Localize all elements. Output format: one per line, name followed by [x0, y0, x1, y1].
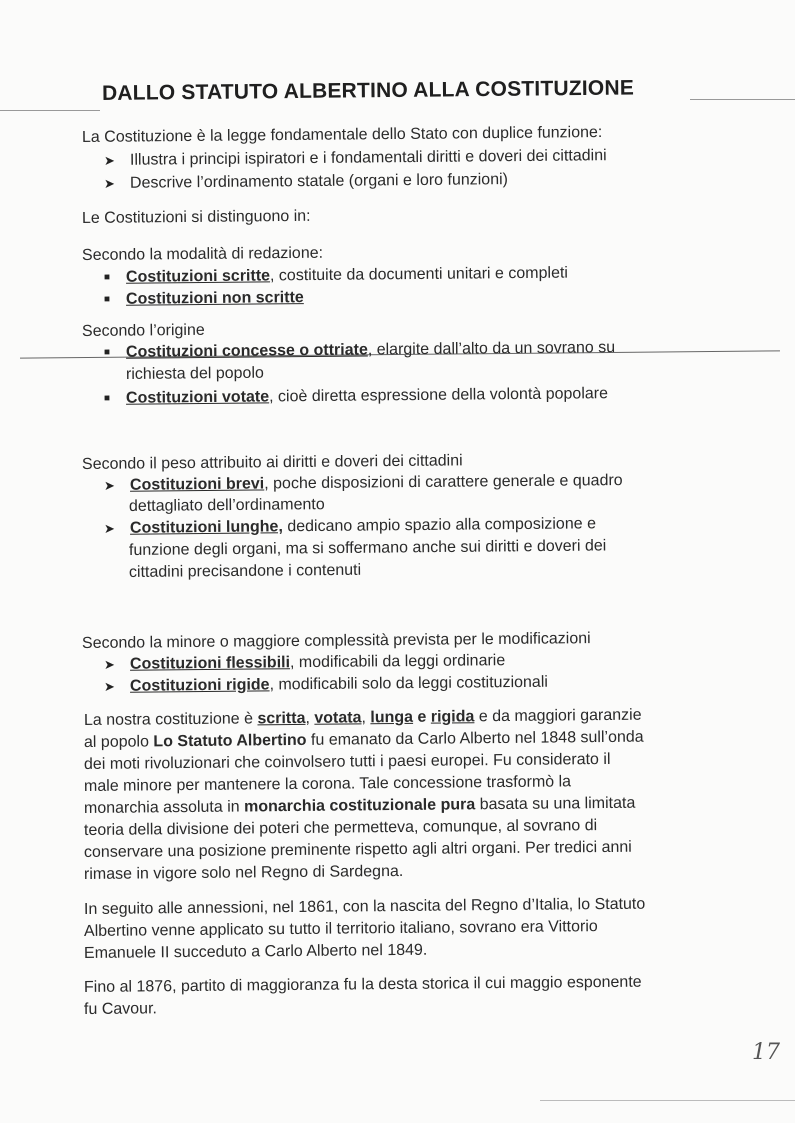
list-item-continuation: dettagliato dell’ordinamento [128, 496, 325, 515]
scan-line [690, 99, 795, 100]
list-item: ➤ Illustra i principi ispiratori e i fondamentali diritti e doveri dei cittadini [104, 146, 607, 171]
paragraph-line: In seguito alle annessioni, nel 1861, con la nascita del Regno d’Italia, lo Statuto [83, 895, 646, 918]
list-item: ➤ Costituzioni brevi, poche disposizioni di carattere generale e quadro [104, 471, 623, 496]
list-item: ■ Costituzioni scritte, costituite da documenti unitari e completi [104, 264, 568, 288]
arrow-bullet-icon: ➤ [103, 175, 115, 191]
paragraph-line: Albertino venne applicato su tutto il territorio italiano, sovrano era Vittorio [83, 918, 598, 940]
arrow-bullet-icon: ➤ [103, 656, 115, 672]
distinguish-text: Le Costituzioni si distinguono in: [81, 207, 311, 227]
paragraph-line: La nostra costituzione è scritta, votata, lunga e rigida e da maggiori garanzie [83, 706, 642, 729]
list-item-continuation: richiesta del popolo [125, 364, 264, 383]
arrow-bullet-icon: ➤ [103, 152, 115, 168]
square-bullet-icon: ■ [103, 293, 111, 305]
paragraph-line: al popolo Lo Statuto Albertino fu emanato da Carlo Alberto nel 1848 sull’onda [83, 728, 644, 751]
paragraph-line: Fino al 1876, partito di maggioranza fu la desta storica il cui maggio esponente [83, 973, 642, 996]
list-item-continuation: funzione degli organi, ma si soffermano anche sui diritti e doveri dei [128, 537, 607, 559]
list-item: ➤ Descrive l’ordinamento statale (organi e loro funzioni) [104, 170, 508, 194]
paragraph-line: rimase in vigore solo nel Regno di Sardegna. [83, 862, 404, 883]
square-bullet-icon: ■ [103, 271, 111, 283]
scan-line [0, 110, 100, 111]
list-item: ■ Costituzioni concesse o ottriate, elargite dall’alto da un sovrano su [104, 338, 615, 363]
arrow-bullet-icon: ➤ [103, 678, 115, 694]
list-item: ■ Costituzioni non scritte [104, 288, 304, 310]
paragraph-line: dei moti rivoluzionari che coinvolsero tutti i paesi europei. Fu considerato il [83, 750, 611, 773]
square-bullet-icon: ■ [103, 346, 111, 358]
section-heading-peso: Secondo il peso attribuito ai diritti e doveri dei cittadini [81, 452, 463, 473]
arrow-bullet-icon: ➤ [103, 520, 115, 536]
section-heading-redazione: Secondo la modalità di redazione: [81, 244, 324, 264]
scan-line [540, 1100, 795, 1101]
list-item: ➤ Costituzioni lunghe, dedicano ampio spazio alla composizione e [104, 514, 596, 539]
paragraph-line: teoria della divisione dei poteri che permetteva, comunque, al sovrano di [83, 817, 598, 839]
list-item: ■ Costituzioni votate, cioè diretta espressione della volontà popolare [104, 384, 608, 409]
page-number: 17 [752, 1040, 780, 1065]
list-item: ➤ Costituzioni flessibili, modificabili da leggi ordinarie [104, 651, 505, 675]
section-heading-complessita: Secondo la minore o maggiore complessità prevista per le modificazioni [81, 630, 591, 652]
intro-text: La Costituzione è la legge fondamentale dello Stato con duplice funzione: [81, 124, 603, 146]
section-heading-origine: Secondo l’origine [81, 321, 205, 340]
paragraph-line: fu Cavour. [83, 1000, 158, 1018]
page-title: DALLO STATUTO ALBERTINO ALLA COSTITUZIONE [101, 76, 635, 105]
square-bullet-icon: ■ [103, 392, 111, 404]
paragraph-line: monarchia assoluta in monarchia costituzionale pura basata su una limitata [83, 794, 636, 817]
list-item-continuation: cittadini precisandone i contenuti [128, 561, 362, 581]
paragraph-line: Emanuele II succeduto a Carlo Alberto nel 1849. [83, 941, 428, 962]
paragraph-line: male minore per mantenere la corona. Tale concessione trasformò la [83, 773, 572, 795]
paragraph-line: conservare una posizione preminente rispetto agli altri organi. Per tredici anni [83, 838, 632, 861]
list-item: ➤ Costituzioni rigide, modificabili solo da leggi costituzionali [104, 673, 548, 697]
arrow-bullet-icon: ➤ [103, 477, 115, 493]
